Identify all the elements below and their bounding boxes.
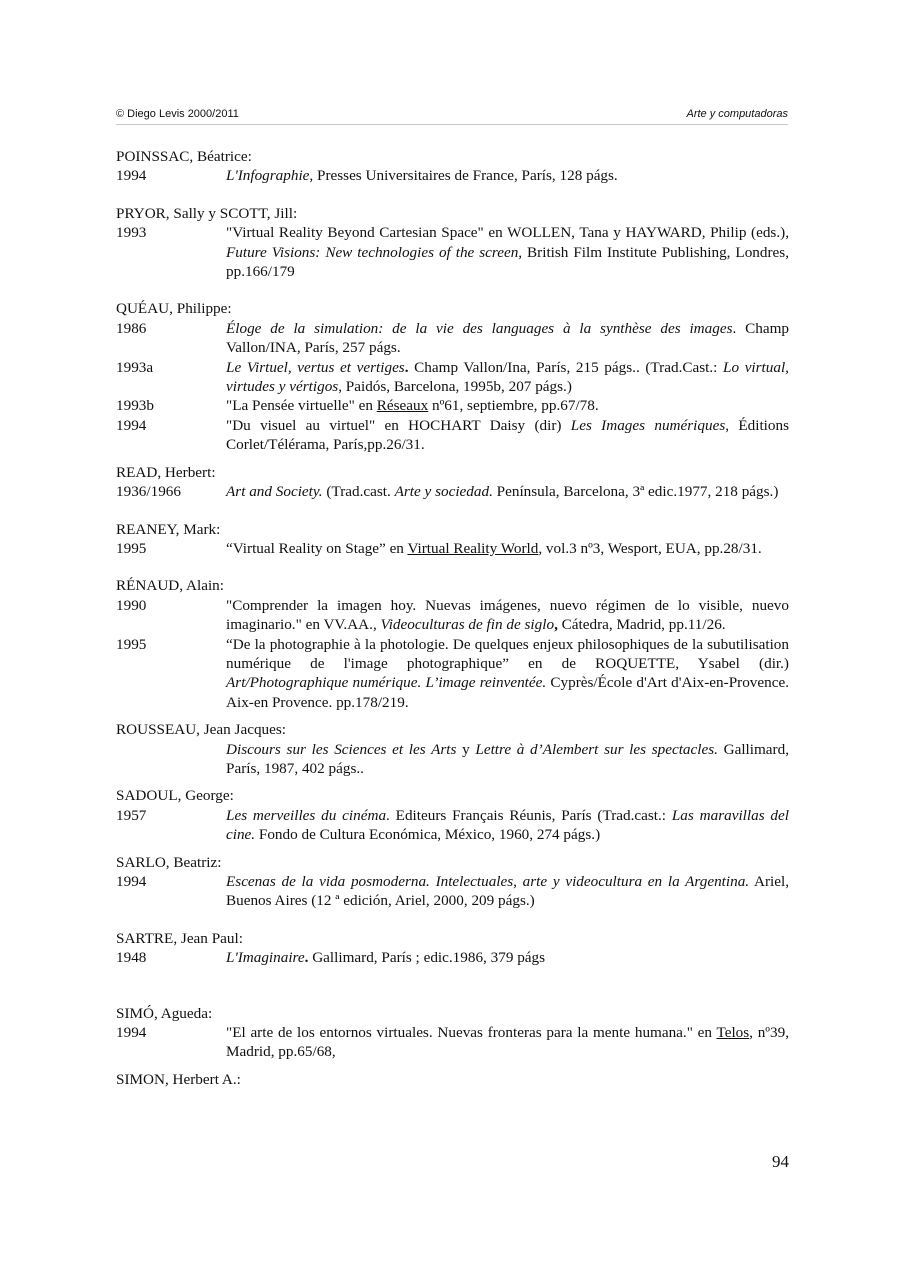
entry-author: PRYOR, Sally y SCOTT, Jill: (116, 204, 298, 222)
citation-text: Cátedra, Madrid, pp.11/26. (557, 616, 726, 634)
citation-title: Art and Society. (226, 483, 323, 501)
citation-title: Les Images numériques (570, 416, 726, 434)
entry-citation (226, 948, 789, 967)
entry-author: SADOUL, George: (116, 787, 234, 805)
entry-citation (226, 1023, 789, 1062)
entry-author: QUÉAU, Philippe: (116, 300, 232, 318)
citation-title: Escenas de la vida posmoderna. Intelectuales, arte y videocultura en la Argentina. (226, 873, 750, 890)
citation-title: Videoculturas de fin de siglo (380, 616, 555, 634)
entry-year: 1936/1966 (116, 483, 181, 501)
citation-journal: Réseaux (376, 397, 429, 415)
entry-author: SIMON, Herbert A.: (116, 1070, 241, 1088)
citation-text: Ariel, Buenos Aires (12 ª edición, Ariel, 2000, 209 págs.) (226, 873, 789, 910)
entry-year: 1993 (116, 224, 147, 242)
entry-citation (226, 319, 789, 358)
bibliography-entry (116, 1070, 789, 1089)
citation-text: "Virtual Reality Beyond Cartesian Space" en WOLLEN, Tana y HAYWARD, Philip (eds.), (226, 224, 789, 242)
entry-year: 1994 (116, 873, 147, 890)
citation-text: Península, Barcelona, 3ª edic.1977, 218 págs.) (492, 483, 779, 501)
citation-text: , nº39, Madrid, pp.65/68, (226, 1024, 790, 1061)
entry-item (116, 806, 789, 845)
entry-author: SARTRE, Jean Paul: (116, 929, 243, 947)
entry-year: 1990 (116, 596, 147, 614)
bibliography-entry (116, 786, 789, 844)
header-copyright: © Diego Levis 2000/2011 (116, 108, 239, 120)
citation-journal: Telos (716, 1024, 750, 1042)
entry-year (116, 740, 226, 779)
entry-author: ROUSSEAU, Jean Jacques: (116, 721, 286, 739)
citation-text: "El arte de los entornos virtuales. Nuevas fronteras para la mente humana." en (226, 1024, 717, 1042)
citation-text: British Film Institute Publishing, Londres, pp.166/179 (226, 243, 789, 281)
citation-text: , vol.3 nº3, Wesport, EUA, pp.28/31. (538, 539, 762, 557)
citation-text: , (554, 616, 558, 634)
bibliography-entry (116, 463, 789, 502)
citation-title: Future Visions: New technologies of the screen, (226, 243, 523, 261)
entry-author: SIMÓ, Agueda: (116, 1004, 213, 1022)
entry-citation (226, 740, 789, 779)
entry-item (116, 1023, 789, 1062)
citation-text: "La Pensée virtuelle" en (226, 397, 377, 415)
bibliography-entry (116, 204, 789, 282)
entry-item (116, 635, 789, 713)
entry-year: 1957 (116, 806, 147, 824)
bibliography-entry (116, 929, 789, 968)
bibliography-entry (116, 1004, 789, 1062)
bibliography-entry (116, 576, 789, 712)
citation-title: L'Infographie (226, 167, 310, 185)
citation-title: Lo virtual, virtudes y vértigos (226, 358, 789, 396)
entry-citation (226, 596, 789, 635)
citation-title: L'Imaginaire (226, 949, 305, 967)
bibliography-entry (116, 147, 789, 186)
citation-title: Les merveilles du cinéma (226, 806, 387, 824)
citation-text: Fondo de Cultura Económica, México, 1960, 274 págs.) (255, 826, 601, 844)
entry-item (116, 319, 789, 358)
page-header (116, 108, 788, 125)
entry-citation (226, 482, 789, 501)
citation-title: Las maravillas del cine. (226, 806, 789, 844)
bibliography-entry (116, 299, 789, 454)
citation-journal: Virtual Reality World (407, 539, 539, 557)
citation-text: y (456, 740, 476, 758)
entry-item (116, 539, 789, 558)
citation-title: Art/Photographique numérique. L’image reinventée. (226, 674, 547, 692)
bibliography-entry (116, 853, 789, 911)
citation-text: “De la photographie à la photologie. De quelques enjeux philosophiques de la subutilisation numérique de l'image photographique” en de ROQUETTE, Ysabel (dir.) (226, 635, 789, 672)
entry-year: 1993a (116, 358, 154, 376)
citation-text: . (304, 949, 309, 967)
citation-text: "Du visuel au virtuel" en HOCHART Daisy (dir) (226, 416, 571, 434)
entry-year: 1993b (116, 397, 154, 415)
citation-text: "Comprender la imagen hoy. Nuevas imágenes, nuevo régimen de lo visible, nuevo imaginario." en VV.AA., (226, 596, 789, 634)
citation-title: Arte y sociedad. (394, 483, 493, 501)
bibliography-list (116, 147, 789, 1089)
entry-item (116, 740, 789, 779)
entry-author: REANEY, Mark: (116, 520, 221, 538)
entry-citation (226, 635, 789, 713)
citation-text: Gallimard, París, 1987, 402 págs.. (226, 740, 789, 777)
entry-citation (226, 166, 789, 185)
entry-item (116, 948, 789, 967)
citation-text: , Paidós, Barcelona, 1995b, 207 págs.) (338, 378, 572, 396)
citation-text: Gallimard, París ; edic.1986, 379 págs (308, 949, 546, 967)
entry-year: 1995 (116, 539, 147, 557)
citation-title: Éloge de la simulation: de la vie des languages à la synthèse des images (226, 319, 733, 337)
citation-text: , Éditions Corlet/Télérama, París,pp.26/31. (226, 416, 789, 454)
citation-text: nº61, septiembre, pp.67/78. (428, 397, 599, 415)
entry-author: RÉNAUD, Alain: (116, 577, 224, 595)
entry-author: READ, Herbert: (116, 463, 216, 481)
entry-citation (226, 223, 789, 281)
citation-text: . (404, 358, 409, 376)
entry-item (116, 482, 789, 501)
entry-year: 1994 (116, 167, 147, 185)
entry-author: SARLO, Beatriz: (116, 853, 222, 871)
header-title: Arte y computadoras (686, 108, 788, 120)
entry-year: 1986 (116, 319, 147, 337)
entry-item (116, 872, 789, 911)
bibliography-entry (116, 720, 789, 778)
entry-item (116, 223, 789, 281)
entry-citation (226, 416, 789, 455)
entry-citation (226, 872, 789, 911)
citation-text: Cyprès/École d'Art d'Aix-en-Provence. Aix-en Provence. pp.178/219. (226, 674, 790, 711)
page-number: 94 (772, 1152, 789, 1171)
entry-author: POINSSAC, Béatrice: (116, 148, 252, 165)
entry-item (116, 396, 789, 415)
entry-item (116, 596, 789, 635)
entry-year: 1994 (116, 1024, 147, 1042)
citation-text: (Trad.cast. (322, 483, 395, 501)
citation-text: Champ Vallon/Ina, París, 215 págs.. (Trad.Cast.: (408, 358, 724, 376)
citation-title: Lettre à d’Alembert sur les spectacles. (475, 740, 718, 758)
entry-citation (226, 806, 789, 845)
citation-text: “Virtual Reality on Stage” en (226, 539, 408, 557)
citation-title: Discours sur les Sciences et les Arts (226, 740, 457, 758)
entry-item (116, 358, 789, 397)
citation-text: . Editeurs Français Réunis, París (Trad.cast.: (386, 806, 672, 824)
citation-title: Le Virtuel, vertus et vertiges (226, 358, 405, 376)
entry-citation (226, 539, 789, 558)
entry-citation (226, 358, 789, 397)
entry-citation (226, 396, 789, 415)
citation-text: . Champ Vallon/INA, París, 257 págs. (226, 319, 790, 357)
bibliography-entry (116, 520, 789, 559)
entry-year: 1995 (116, 635, 147, 653)
entry-item (116, 416, 789, 455)
entry-year: 1994 (116, 416, 147, 434)
entry-year: 1948 (116, 949, 147, 967)
entry-item (116, 166, 789, 185)
citation-text: , Presses Universitaires de France, París, 128 págs. (309, 167, 618, 185)
